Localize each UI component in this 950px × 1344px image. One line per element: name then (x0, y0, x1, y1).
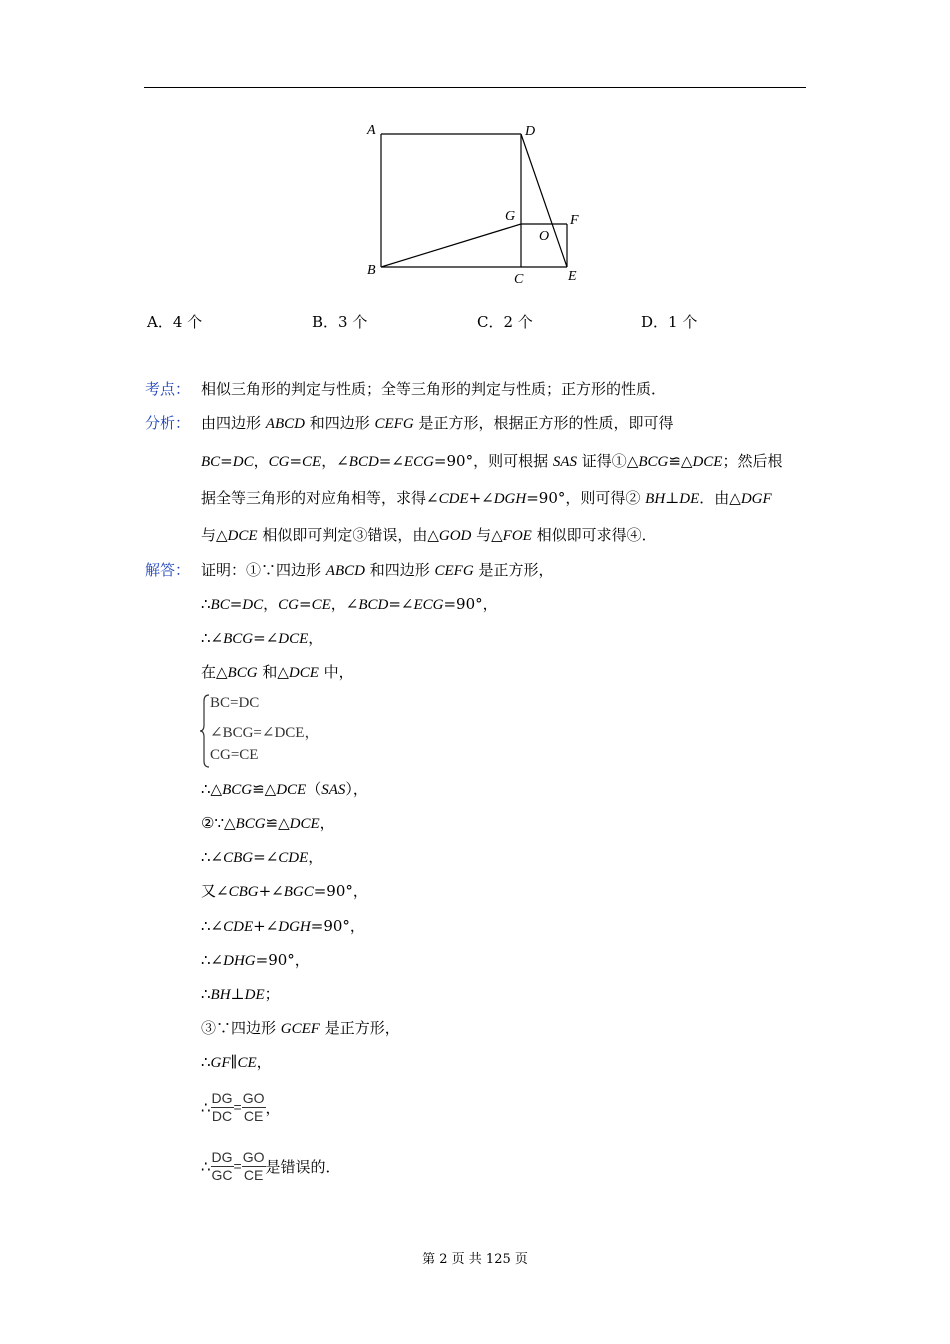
answer-options (147, 311, 847, 331)
fenxi-line-2: BC=DC，CG=CE，∠BCD=∠ECG=90°，则可根据 SAS 证得①△BCG≌△DCE；然后根 (201, 452, 783, 470)
geometry-diagram (355, 112, 595, 292)
jieda-line-7: ∴∠CBG=∠CDE， (201, 848, 324, 866)
jieda-line-11: ∴BH⊥DE； (201, 985, 280, 1003)
label-D: D (525, 124, 536, 139)
jieda-line-5: ∴△BCG≌△DCE（SAS）， (201, 780, 368, 798)
label-B: B (367, 263, 376, 278)
label-E: E (568, 269, 577, 284)
geometry-figure (355, 112, 595, 292)
jieda-line-13: ∴GF∥CE， (201, 1053, 272, 1071)
jieda-line-10: ∴∠DHG=90°， (201, 951, 310, 969)
kaodian-text: 相似三角形的判定与性质；全等三角形的判定与性质；正方形的性质． (201, 380, 667, 398)
option-b[interactable]: B．3 个 (312, 313, 368, 331)
jieda-line-3: ∴∠BCG=∠DCE， (201, 629, 324, 647)
option-c[interactable]: C．2 个 (477, 313, 533, 331)
jieda-line-6: ②∵△BCG≌△DCE， (201, 814, 335, 832)
fenxi-line-1: 由四边形 ABCD 和四边形 CEFG 是正方形，根据正方形的性质，即可得 (201, 414, 674, 432)
segment-DE (521, 134, 567, 267)
segment-BG (381, 224, 521, 267)
jieda-line-4: 在△BCG 和△DCE 中， (201, 663, 354, 681)
fenxi-line-4: 与△DCE 相似即可判定③错误，由△GOD 与△FOE 相似即可求得④． (201, 526, 657, 544)
equation-system (199, 693, 359, 769)
jieda-line-2: ∴BC=DC，CG=CE，∠BCD=∠ECG=90°， (201, 595, 498, 613)
label-A: A (367, 123, 376, 138)
label-C: C (514, 272, 524, 287)
jieda-line-9: ∴∠CDE+∠DGH=90°， (201, 917, 365, 935)
page-footer: 第 2 页 共 125 页 (422, 1252, 528, 1267)
kaodian-label: 考点： (145, 380, 191, 398)
label-G: G (505, 209, 516, 224)
jieda-line-14: ∴ $\frac{DG}{DC}$ = $\frac{GO}{CE}$ ， (201, 1090, 281, 1124)
jieda-line-1: 证明：①∵四边形 ABCD 和四边形 CEFG 是正方形， (201, 561, 554, 579)
fraction-dg-gc: $\frac{DG}{GC}$ (211, 1149, 233, 1183)
label-O: O (539, 229, 550, 244)
option-a[interactable]: A．4 个 (147, 313, 203, 331)
fraction-go-ce-2: $\frac{GO}{CE}$ (242, 1149, 265, 1183)
system-eq-1: BC=DC (210, 695, 260, 711)
jieda-line-15: ∴ $\frac{DG}{GC}$ = $\frac{GO}{CE}$ 是错误的． (201, 1149, 341, 1183)
jieda-label: 解答： (145, 561, 191, 579)
fraction-dg-dc: $\frac{DG}{DC}$ (211, 1090, 233, 1124)
option-d[interactable]: D．1 个 (641, 313, 698, 331)
jieda-line-12: ③∵四边形 GCEF 是正方形， (201, 1019, 400, 1037)
fraction-go-ce: $\frac{GO}{CE}$ (242, 1090, 265, 1124)
system-eq-2: ∠BCG=∠DCE， (210, 725, 320, 741)
fenxi-line-3: 据全等三角形的对应角相等，求得∠CDE+∠DGH=90°，则可得② BH⊥DE．由△DGF (201, 489, 772, 507)
jieda-line-8: 又∠CBG+∠BGC=90°， (201, 882, 368, 900)
header-rule (144, 87, 806, 88)
label-F: F (570, 213, 579, 228)
system-eq-3: CG=CE (210, 747, 259, 763)
fenxi-label: 分析： (145, 414, 191, 432)
